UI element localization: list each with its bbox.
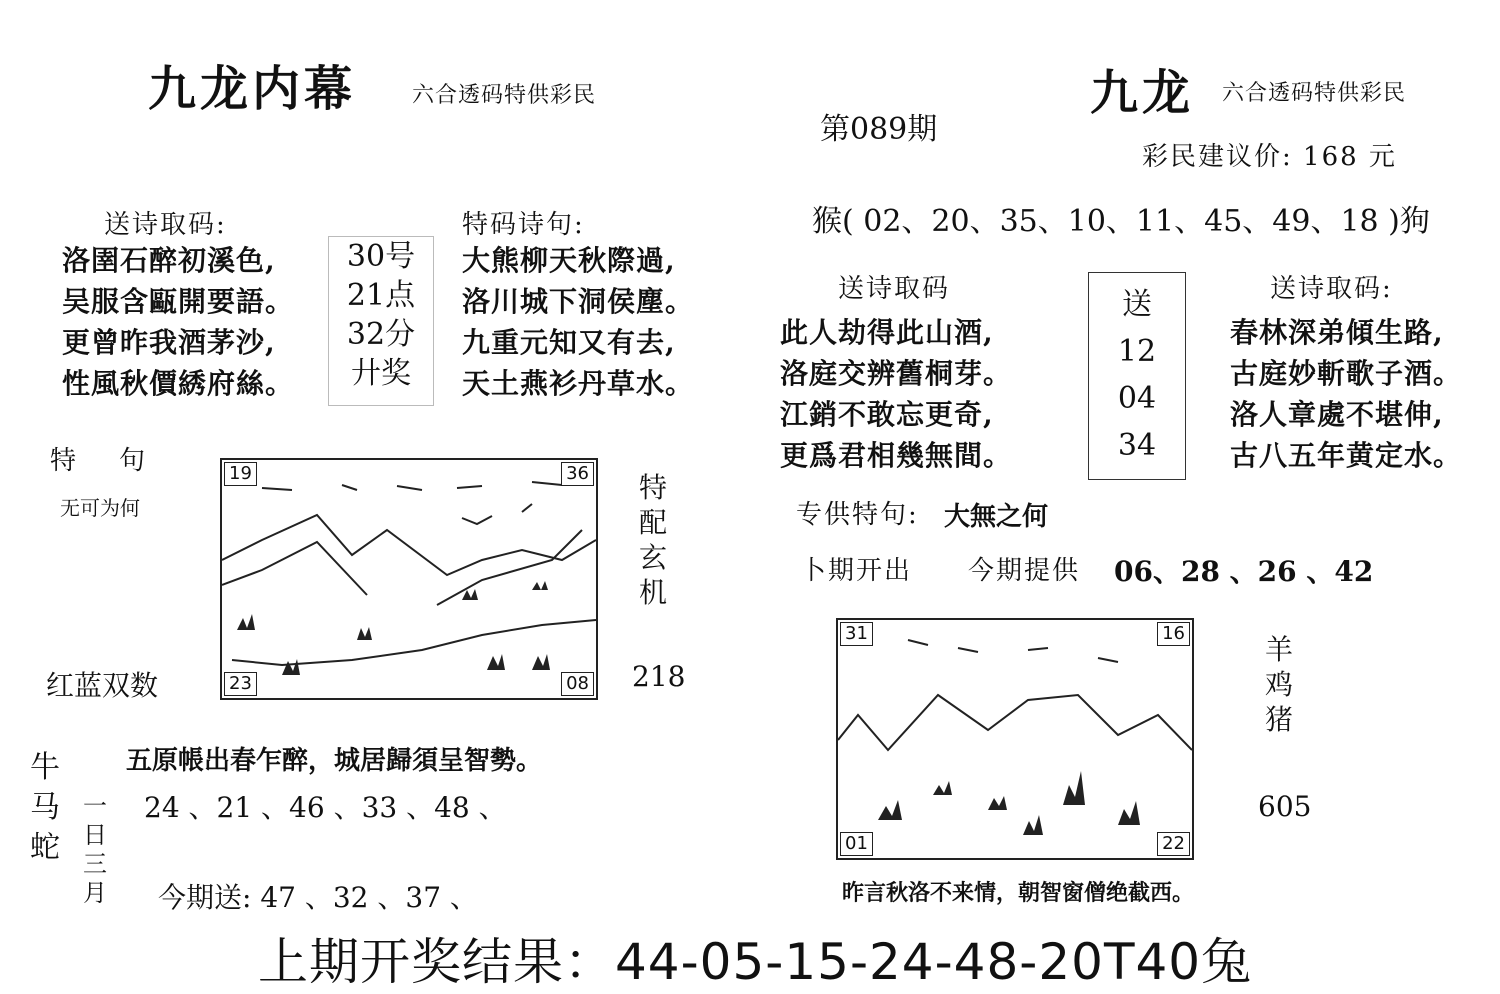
poem-line: 洛人章處不堪伸, [1230, 398, 1444, 431]
corner-number-tr: 36 [561, 462, 594, 486]
last-issue-label: 卜期开出 [800, 556, 913, 586]
center-box-item: 送 [1122, 287, 1152, 322]
vertical-char: 羊 [1264, 633, 1293, 666]
poem-line: 洛川城下洞侯塵。 [462, 285, 695, 318]
right-poem-heading-right: 送诗取码: [1270, 274, 1393, 304]
right-side-number: 605 [1258, 790, 1312, 823]
center-box-item: 12 [1117, 334, 1157, 369]
right-subtitle: 六合透码特供彩民 [1222, 81, 1407, 106]
right-poem-right [1230, 312, 1462, 476]
vertical-char: 三 [83, 850, 107, 878]
center-box-item: 廾奖 [351, 356, 411, 391]
poem-line: 洛圉石醉初溪色, [62, 244, 276, 277]
center-box-item: 04 [1117, 381, 1157, 416]
center-box-item: 34 [1117, 428, 1157, 463]
left-center-box [328, 236, 434, 406]
left-poem-heading: 送诗取码: [104, 210, 227, 240]
vertical-char: 玄 [638, 541, 667, 574]
poem-line: 江銷不敢忘更奇, [780, 398, 994, 431]
vertical-char: 鸡 [1264, 668, 1293, 701]
right-caption: 昨言秋洛不来情，朝智窗僧绝截西。 [842, 880, 1195, 906]
vertical-char: 月 [83, 879, 107, 907]
center-box-item: 21点 [346, 278, 416, 313]
zodiac-vertical [28, 748, 62, 868]
vertical-char: 猪 [1264, 703, 1293, 736]
month-vertical [80, 792, 110, 908]
poem-line: 大熊柳天秋際過, [462, 244, 676, 277]
price-line: 彩民建议价: 168 元 [1142, 142, 1397, 172]
poem-line: 吴服含甌開要語。 [62, 285, 295, 318]
left-number-line: 24 、21 、46 、33 、48 、 [144, 791, 507, 824]
issue-number: 第089期 [820, 112, 938, 147]
corner-number-br: 22 [1157, 832, 1190, 856]
this-issue-numbers: 06、28 、26 、42 [1114, 555, 1374, 588]
corner-number-bl: 01 [840, 832, 873, 856]
red-blue-label: 红蓝双数 [46, 669, 159, 702]
vertical-char: 一 [83, 792, 107, 820]
corner-number-bl: 23 [224, 672, 257, 696]
landscape-drawing [222, 460, 596, 698]
poem-line: 洛庭交辨舊桐芽。 [780, 357, 1013, 390]
te-ju-text: 无可为何 [60, 496, 140, 520]
left-special-heading: 特码诗句: [462, 210, 585, 240]
vertical-char: 马 [30, 790, 60, 825]
right-center-box [1088, 272, 1186, 480]
vertical-char: 配 [638, 506, 667, 539]
poem-line: 古庭妙斬歌子酒。 [1230, 357, 1463, 390]
last-draw-result: 上期开奖结果：44-05-15-24-48-20T40兔 [258, 933, 1253, 991]
right-title: 九龙 [1090, 65, 1195, 121]
poem-line: 更爲君相幾無間。 [780, 439, 1013, 472]
corner-number-tr: 16 [1157, 622, 1190, 646]
poem-line: 九重元知又有去, [462, 326, 676, 359]
poem-line: 性風秋價綉府絲。 [62, 367, 295, 400]
te-ju-label: 特 句 [50, 446, 148, 476]
left-poem [62, 240, 294, 404]
monkey-dog-line: 猴( 02、20、35、10、11、45、49、18 )狗 [812, 204, 1430, 239]
poem-line: 春林深弟傾生路, [1230, 316, 1444, 349]
right-landscape-image [836, 618, 1194, 860]
left-title: 九龙内幕 [148, 61, 357, 117]
landscape-drawing [838, 620, 1192, 858]
special-text: 大無之何 [944, 502, 1049, 532]
right-side-vertical [1262, 632, 1296, 737]
poem-line: 更曾昨我酒茅沙, [62, 326, 276, 359]
left-couplet: 五原帳出春乍醉，城居歸須呈智勢。 [126, 746, 543, 776]
corner-number-br: 08 [561, 672, 594, 696]
left-side-vertical [636, 470, 670, 610]
left-subtitle: 六合透码特供彩民 [412, 83, 597, 108]
right-poem-left [780, 312, 1012, 476]
left-landscape-image [220, 458, 598, 700]
center-box-item: 30号 [346, 239, 416, 274]
right-poem-heading-left: 送诗取码 [838, 274, 951, 304]
vertical-char: 机 [638, 576, 667, 609]
left-special-poem [462, 240, 694, 404]
vertical-char: 蛇 [30, 830, 60, 865]
left-send-line: 今期送: 47 、32 、37 、 [158, 881, 478, 914]
vertical-char: 特 [638, 471, 667, 504]
poem-line: 此人劫得此山酒, [780, 316, 994, 349]
corner-number-tl: 19 [224, 462, 257, 486]
vertical-char: 牛 [30, 750, 60, 785]
left-side-number: 218 [632, 660, 686, 693]
this-issue-label: 今期提供 [968, 556, 1081, 586]
poem-line: 天土燕衫丹草水。 [462, 367, 695, 400]
center-box-item: 32分 [346, 317, 416, 352]
vertical-char: 日 [83, 821, 107, 849]
corner-number-tl: 31 [840, 622, 873, 646]
special-label: 专供特句: [796, 500, 919, 530]
poem-line: 古八五年黄定水。 [1230, 439, 1463, 472]
